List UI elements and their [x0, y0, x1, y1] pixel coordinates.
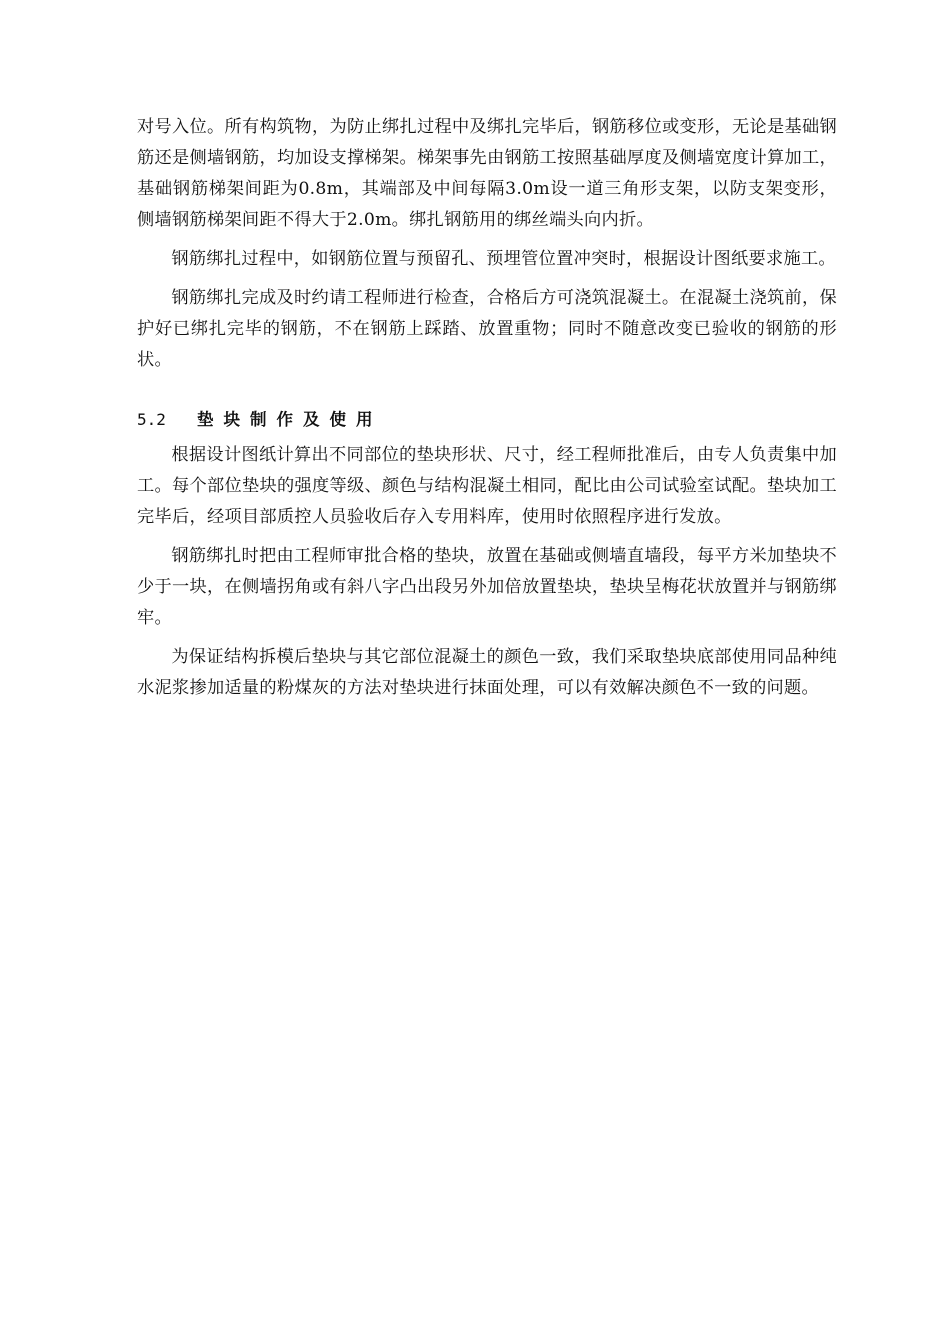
paragraph: 钢筋绑扎时把由工程师审批合格的垫块，放置在基础或侧墙直墙段，每平方米加垫块不少于一块，在侧墙拐角或有斜八字凸出段另外加倍放置垫块，垫块呈梅花状放置并与钢筋绑牢。	[137, 546, 837, 628]
section-number: 5.2	[137, 410, 166, 429]
section-heading	[137, 406, 837, 434]
paragraph-continued: 对号入位。所有构筑物，为防止绑扎过程中及绑扎完毕后，钢筋移位或变形，无论是基础钢筋还是侧墙钢筋，均加设支撑梯架。梯架事先由钢筋工按照基础厚度及侧墙宽度计算加工，基础钢筋梯架间距为0.8m，其端部及中间每隔3.0m设一道三角形支架，以防支架变形，侧墙钢筋梯架间距不得大于2.0m。绑扎钢筋用的绑丝端头向内折。	[137, 117, 837, 230]
paragraph: 为保证结构拆模后垫块与其它部位混凝土的颜色一致，我们采取垫块底部使用同品种纯水泥浆掺加适量的粉煤灰的方法对垫块进行抹面处理，可以有效解决颜色不一致的问题。	[137, 647, 837, 698]
paragraph: 钢筋绑扎完成及时约请工程师进行检查，合格后方可浇筑混凝土。在混凝土浇筑前，保护好已绑扎完毕的钢筋，不在钢筋上踩踏、放置重物；同时不随意改变已验收的钢筋的形状。	[137, 288, 837, 370]
section-title: 垫块制作及使用	[197, 410, 383, 429]
document-page	[137, 112, 837, 704]
paragraph: 根据设计图纸计算出不同部位的垫块形状、尺寸，经工程师批准后，由专人负责集中加工。每个部位垫块的强度等级、颜色与结构混凝土相同，配比由公司试验室试配。垫块加工完毕后，经项目部质控人员验收后存入专用料库，使用时依照程序进行发放。	[137, 445, 837, 527]
paragraph: 钢筋绑扎过程中，如钢筋位置与预留孔、预埋管位置冲突时，根据设计图纸要求施工。	[171, 249, 836, 269]
